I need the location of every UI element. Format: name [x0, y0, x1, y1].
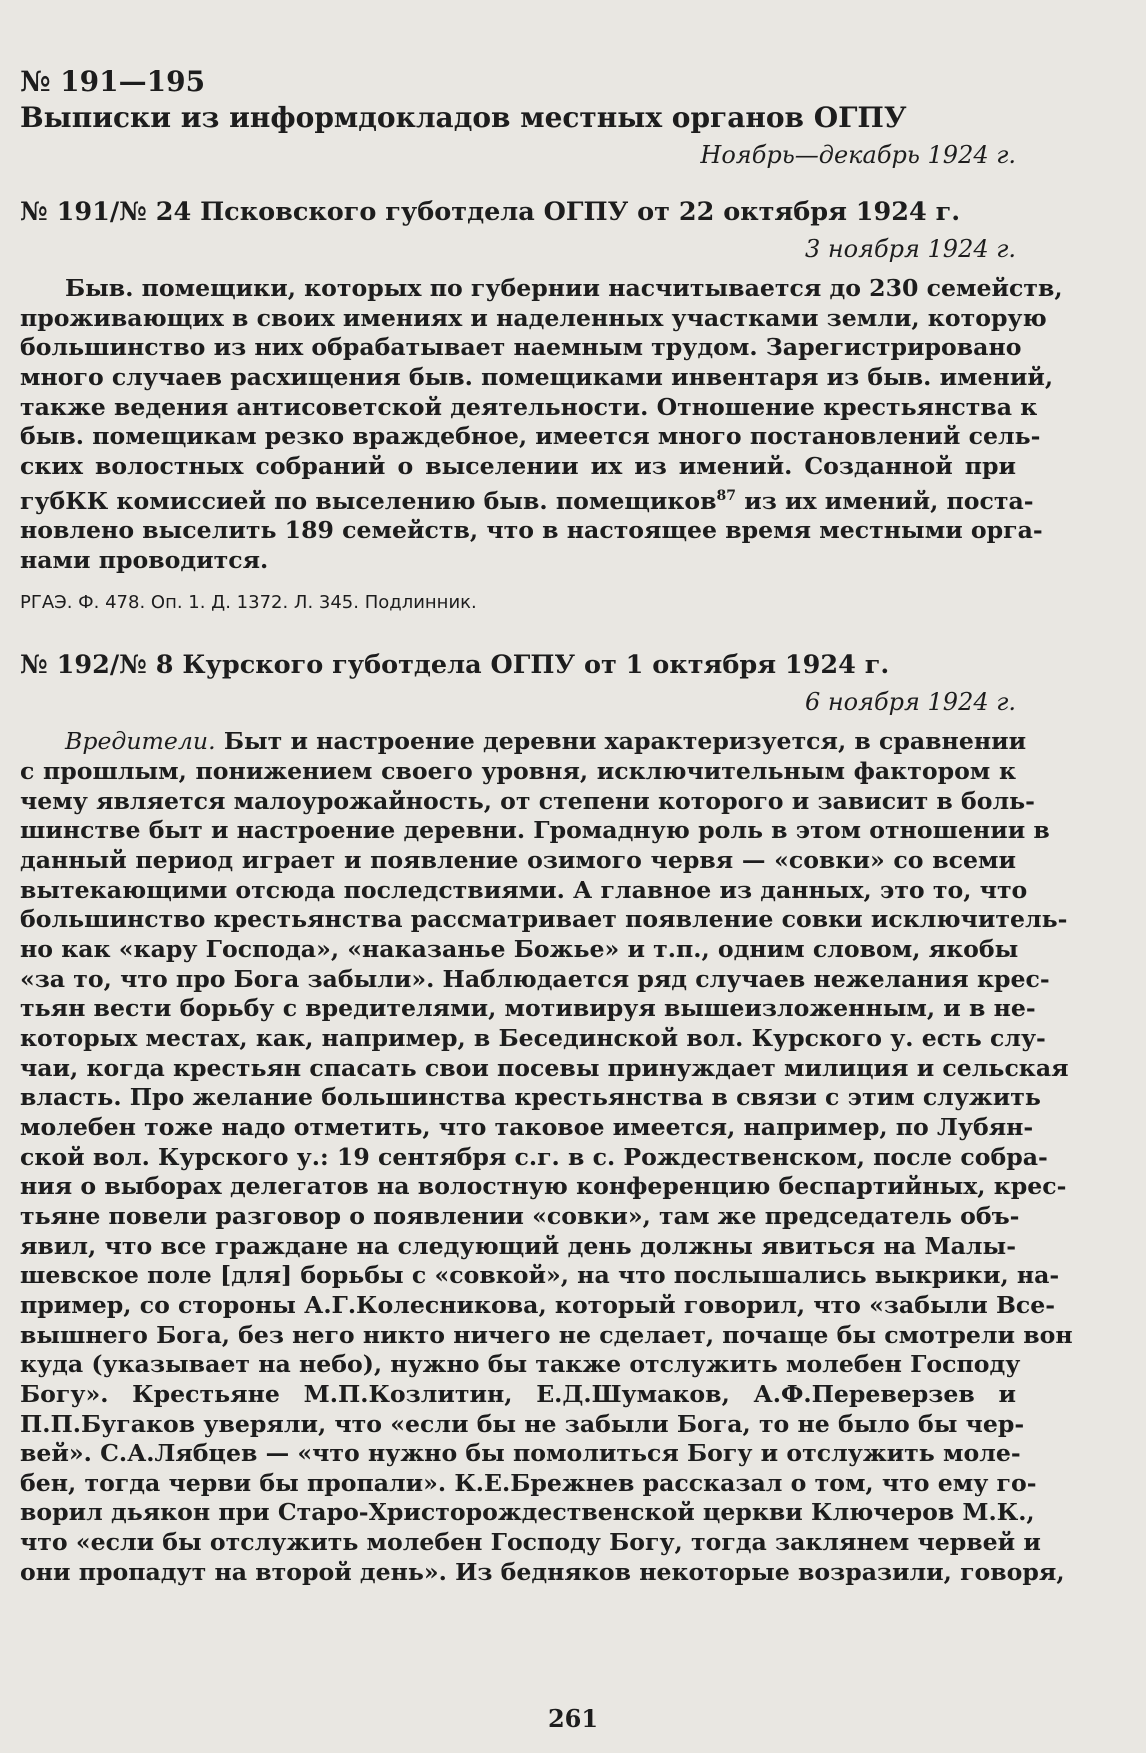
text-line: власть. Про желание большинства крестьянства в связи с этим служить	[20, 1083, 1041, 1112]
text-line: Богу». Крестьяне М.П.Козлитин, Е.Д.Шумаков, А.Ф.Переверзев и	[20, 1379, 1016, 1408]
text-line: П.П.Бугаков уверяли, что «если бы не забыли Бога, то не было бы чер-	[20, 1409, 1025, 1438]
text-line: что «если бы отслужить молебен Господу Богу, тогда заклянем червей и	[20, 1528, 1041, 1557]
text-line: молебен тоже надо отметить, что таковое имеется, например, по Лубян-	[20, 1112, 1034, 1141]
text-line: вышнего Бога, без него никто ничего не сделает, почаще бы смотрели вон	[20, 1320, 1073, 1349]
text-line: большинство из них обрабатывает наемным трудом. Зарегистрировано	[20, 333, 1022, 362]
text-line: бен, тогда черви бы пропали». К.Е.Брежнев рассказал о том, что ему го-	[20, 1468, 1037, 1497]
text-line: которых местах, как, например, в Бесединской вол. Курского у. есть слу-	[20, 1023, 1046, 1052]
text-line: с прошлым, понижением своего уровня, исключительным фактором к	[20, 757, 1016, 786]
text-line: много случаев расхищения быв. помещиками инвентаря из быв. имений,	[20, 362, 1054, 391]
text-line: но как «кару Господа», «наказанье Божье» и т.п., одним словом, якобы	[20, 935, 1019, 964]
footnote-marker: 87	[716, 487, 737, 504]
text-line: тьян вести борьбу с вредителями, мотивируя вышеизложенным, и в не-	[20, 994, 1036, 1023]
text-line: ния о выборах делегатов на волостную конференцию беспартийных, крес-	[20, 1172, 1067, 1201]
text-line: шинстве быт и настроение деревни. Громадную роль в этом отношении в	[20, 816, 1050, 845]
text-fragment: из их имений, поста-	[744, 486, 1034, 515]
text-line: чему является малоурожайность, от степени которого и зависит в боль-	[20, 786, 1035, 815]
text-line	[20, 727, 1027, 757]
doc-191-date: 3 ноября 1924 г.	[804, 235, 1016, 263]
text-line: данный период играет и появление озимого червя — «совки» со всеми	[20, 846, 1016, 875]
text-line: куда (указывает на небо), нужно бы также отслужить молебен Господу	[20, 1350, 1021, 1379]
text-line: они пропадут на второй день». Из бедняков некоторые возразили, говоря,	[20, 1557, 1065, 1586]
text-line: ской вол. Курского у.: 19 сентября с.г. в с. Рождественском, после собра-	[20, 1142, 1048, 1171]
text-line-with-footnote	[20, 482, 1034, 517]
page-number: 261	[547, 1704, 599, 1733]
doc-192-heading: № 192/№ 8 Курского губотдела ОГПУ от 1 октября 1924 г.	[20, 650, 890, 681]
text-line: вытекающими отсюда последствиями. А главное из данных, это то, что	[20, 875, 1028, 904]
text-line: ских волостных собраний о выселении их из имений. Созданной при	[20, 451, 1016, 480]
text-line: также ведения антисоветской деятельности. Отношение крестьянства к	[20, 392, 1038, 421]
text-line: шевское поле [для] борьбы с «совкой», на что послышались выкрики, на-	[20, 1261, 1060, 1290]
text-line: вей». С.А.Лябцев — «что нужно бы помолиться Богу и отслужить моле-	[20, 1439, 1021, 1468]
section-title: Выписки из информдокладов местных органов ОГПУ	[20, 101, 907, 134]
doc-191-source: РГАЭ. Ф. 478. Оп. 1. Д. 1372. Л. 345. Подлинник.	[20, 592, 477, 614]
doc-191-heading: № 191/№ 24 Псковского губотдела ОГПУ от 22 октября 1924 г.	[20, 197, 961, 227]
document-numbers: № 191—195	[20, 65, 206, 98]
text-line: чаи, когда крестьян спасать свои посевы принуждает милиция и сельская	[20, 1053, 1069, 1082]
text-line: нами проводится.	[20, 545, 269, 574]
text-line: ворил дьякон при Старо-Христорождественской церкви Ключеров М.К.,	[20, 1498, 1035, 1527]
text-line: пример, со стороны А.Г.Колесникова, который говорил, что «забыли Все-	[20, 1290, 1056, 1319]
text-fragment: Быт и настроение деревни характеризуется, в сравнении	[223, 727, 1027, 756]
doc-192-date: 6 ноября 1924 г.	[804, 688, 1016, 717]
text-fragment: губКК комиссией по выселению быв. помещиков	[20, 486, 717, 515]
text-line: Быв. помещики, которых по губернии насчитывается до 230 семейств,	[65, 274, 1063, 302]
text-line: явил, что все граждане на следующий день должны явиться на Малы-	[20, 1231, 1016, 1260]
text-line: большинство крестьянства рассматривает появление совки исключитель-	[20, 905, 1068, 934]
section-period: Ноябрь—декабрь 1924 г.	[700, 141, 1016, 169]
text-line: быв. помещикам резко враждебное, имеется много постановлений сель-	[20, 422, 1041, 451]
doc-192-text	[20, 727, 1073, 1587]
page-content	[20, 64, 1073, 1587]
doc-191-text	[20, 274, 1063, 575]
subhead-vrediteli: Вредители.	[65, 727, 216, 756]
text-line: «за то, что про Бога забыли». Наблюдается ряд случаев нежелания крес-	[20, 964, 1050, 993]
text-line: тьяне повели разговор о появлении «совки», там же председатель объ-	[20, 1201, 1020, 1230]
text-line: новлено выселить 189 семейств, что в настоящее время местными орга-	[20, 516, 1043, 545]
text-line: проживающих в своих имениях и наделенных участками земли, которую	[20, 303, 1047, 332]
